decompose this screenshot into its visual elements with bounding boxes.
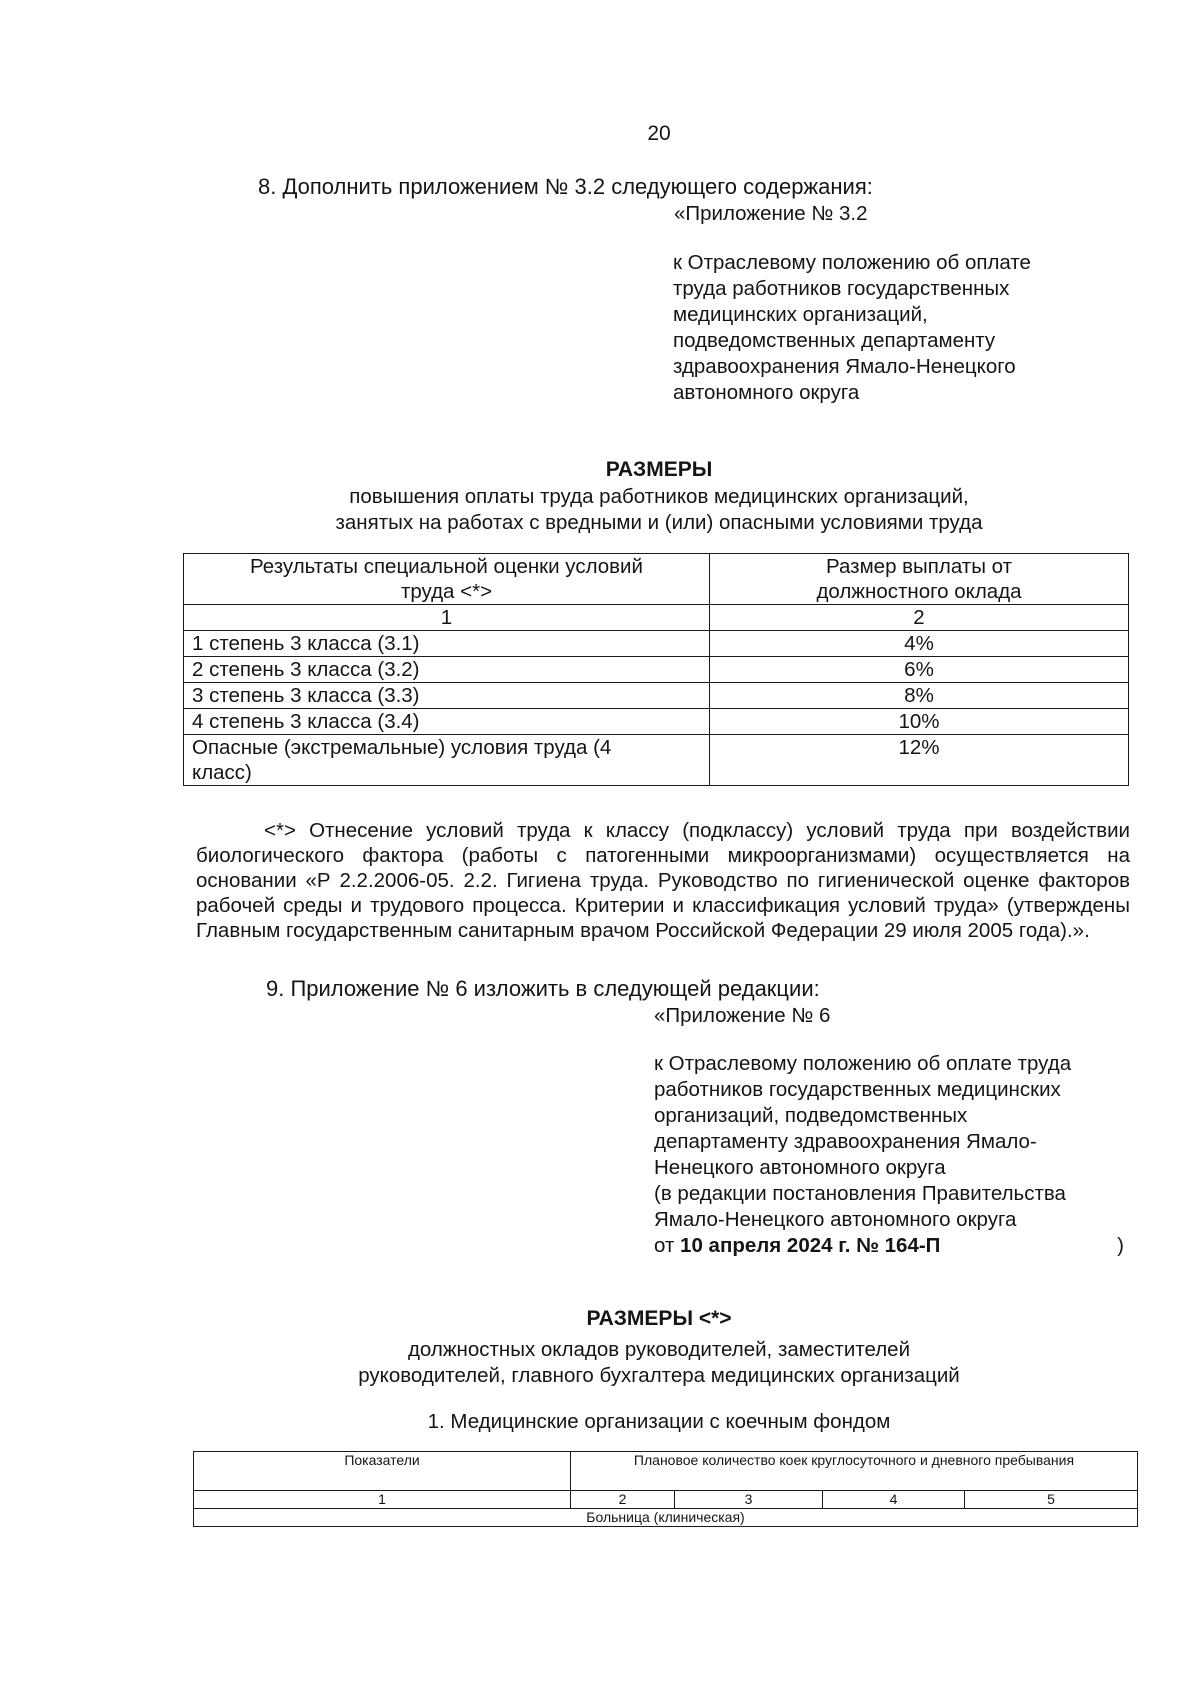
row-label: 3 степень 3 класса (3.3) [184, 683, 710, 709]
subsection-title: 1. Медицинские организации с коечным фондом [427, 1410, 891, 1433]
group-row-hospital: Больница (клиническая) [194, 1509, 1138, 1527]
appendix-line: медицинских организаций, [673, 303, 928, 326]
section-1-subheading-line-2: занятых на работах с вредными и (или) опасными условиями труда [335, 511, 983, 534]
section-2-heading: РАЗМЕРЫ <*> [586, 1307, 732, 1330]
row-label: 4 степень 3 класса (3.4) [184, 709, 710, 735]
appendix-line: Ненецкого автономного округа [654, 1156, 946, 1179]
table-row [184, 683, 1129, 709]
section-2-header [0, 1307, 1200, 1435]
section-1-heading: РАЗМЕРЫ [605, 458, 713, 481]
appendix-line: организаций, подведомственных [654, 1104, 968, 1127]
appendix-line: автономного округа [673, 381, 860, 404]
appendix-line: к Отраслевому положению об оплате труда [654, 1052, 1072, 1075]
item-8-text: 8. Дополнить приложением № 3.2 следующего содержания: [258, 174, 873, 199]
row-label: 2 степень 3 класса (3.2) [184, 657, 710, 683]
appendix-line: здравоохранения Ямало-Ненецкого [673, 355, 1016, 378]
appendix-6-attribution [654, 1051, 1124, 1259]
section-1-header [0, 458, 1200, 536]
appendix-6-title: «Приложение № 6 [654, 1004, 831, 1027]
resolution-date-line [654, 1233, 1124, 1259]
row-label: Опасные (экстремальные) условия труда (4 класс) [184, 735, 710, 786]
appendix-line: подведомственных департаменту [673, 329, 996, 352]
row-label: 1 степень 3 класса (3.1) [184, 631, 710, 657]
column-number: 1 [184, 605, 710, 631]
section-2-subheading-line-2: руководителей, главного бухгалтера медицинских организаций [358, 1364, 960, 1387]
column-number: 1 [194, 1491, 571, 1509]
page-number: 20 [647, 122, 671, 145]
allowance-table [183, 553, 1129, 786]
column-number: 4 [823, 1491, 965, 1509]
table-number-row [184, 605, 1129, 631]
appendix-line: департаменту здравоохранения Ямало- [654, 1130, 1037, 1153]
column-number: 2 [571, 1491, 675, 1509]
table-number-row [194, 1491, 1138, 1509]
footnote-paragraph [196, 818, 1130, 943]
header-cell-indicators: Показатели [194, 1452, 571, 1491]
footnote-text: <*> Отнесение условий труда к классу (подклассу) условий труда при воздействии биологического фактора (работы с патогенными микроорганизмами) осуществляется на основании «Р 2.2.2006-05. 2.2. Гигиена труда. Руководство по гигиенической оценке факторов рабочей среды и трудового процесса. Критерии и классификация условий труда» (утверждены Главным государственным санитарным врачом Российской Федерации 29 июля 2005 года).». [196, 819, 1130, 942]
header-cell-assessment: Результаты специальной оценки условий труда <*> [184, 554, 710, 605]
row-value: 8% [710, 683, 1129, 709]
column-number: 3 [675, 1491, 823, 1509]
table-row [184, 657, 1129, 683]
table-row [184, 631, 1129, 657]
row-value: 12% [710, 735, 1129, 786]
table-group-row [194, 1509, 1138, 1527]
section-1-subheading-line-1: повышения оплаты труда работников медицинских организаций, [349, 485, 969, 508]
appendix-line: труда работников государственных [673, 277, 1010, 300]
appendix-line: (в редакции постановления Правительства [654, 1182, 1066, 1205]
row-value: 10% [710, 709, 1129, 735]
item-9-text: 9. Приложение № 6 изложить в следующей редакции: [266, 976, 820, 1001]
column-number: 2 [710, 605, 1129, 631]
appendix-line: к Отраслевому положению об оплате [673, 251, 1031, 274]
row-value: 6% [710, 657, 1129, 683]
table-header-row [184, 554, 1129, 605]
date-prefix: от [654, 1234, 675, 1257]
column-number: 5 [965, 1491, 1138, 1509]
section-2-subheading-line-1: должностных окладов руководителей, заместителей [407, 1338, 911, 1361]
closing-paren: ) [1117, 1234, 1124, 1257]
appendix-line: Ямало-Ненецкого автономного округа [654, 1208, 1017, 1231]
salary-table [193, 1451, 1138, 1527]
header-cell-payment: Размер выплаты от должностного оклада [710, 554, 1129, 605]
header-cell-bed-count: Плановое количество коек круглосуточного и дневного пребывания [571, 1452, 1138, 1491]
resolution-date: 10 апреля 2024 г. № 164-П [680, 1234, 941, 1257]
appendix-line: работников государственных медицинских [654, 1078, 1061, 1101]
table-row [184, 735, 1129, 786]
table-row [184, 709, 1129, 735]
table-header-row [194, 1452, 1138, 1491]
row-value: 4% [710, 631, 1129, 657]
appendix-3-2-attribution [673, 250, 1031, 406]
appendix-3-2-title: «Приложение № 3.2 [674, 202, 868, 225]
